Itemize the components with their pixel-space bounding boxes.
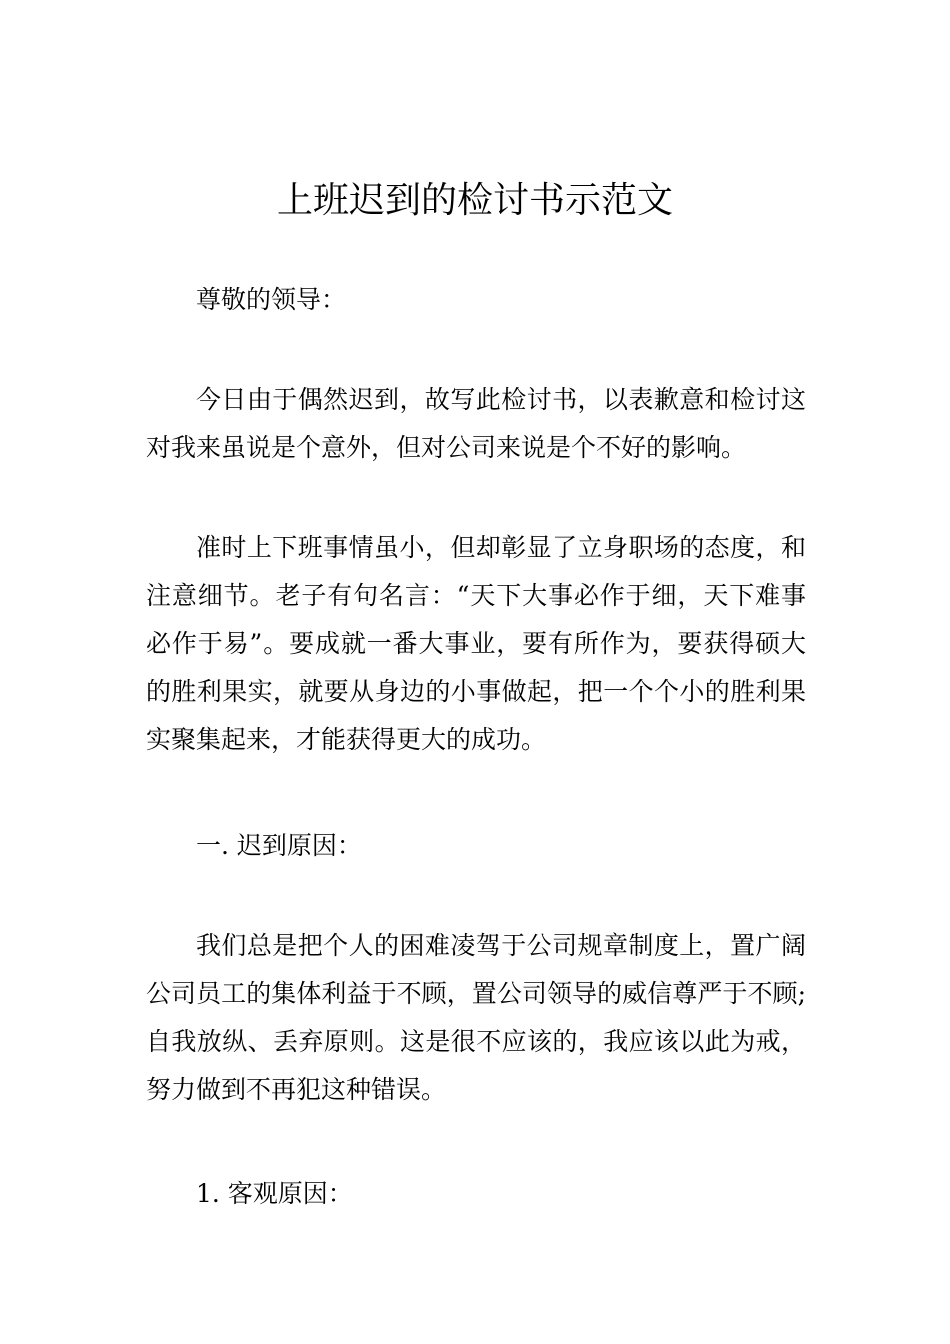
salutation-paragraph: 尊敬的领导： xyxy=(196,285,347,314)
punctuality-paragraph: 准时上下班事情虽小，但却彰显了立身职场的态度，和注意细节。老子有句名言：“天下大事必作于细，天下难事必作于易”。要成就一番大事业，要有所作为，要获得硕大的胜利果实，就要从身边的小事做起，把一个个小的胜利果实聚集起来，才能获得更大的成功。 xyxy=(146,533,806,754)
intro-paragraph: 今日由于偶然迟到，故写此检讨书，以表歉意和检讨这对我来虽说是个意外，但对公司来说是个不好的影响。 xyxy=(146,385,806,462)
reason-paragraph: 我们总是把个人的困难凌驾于公司规章制度上，置广阔公司员工的集体利益于不顾，置公司领导的威信尊严于不顾;自我放纵、丢弃原则。这是很不应该的，我应该以此为戒，努力做到不再犯这种错误。 xyxy=(146,931,806,1104)
subsection-heading-objective-reason: 1. 客观原因： xyxy=(196,1179,353,1208)
section-heading-late-reason: 一. 迟到原因： xyxy=(196,831,362,860)
document-title: 上班迟到的检讨书示范文 xyxy=(276,180,673,221)
